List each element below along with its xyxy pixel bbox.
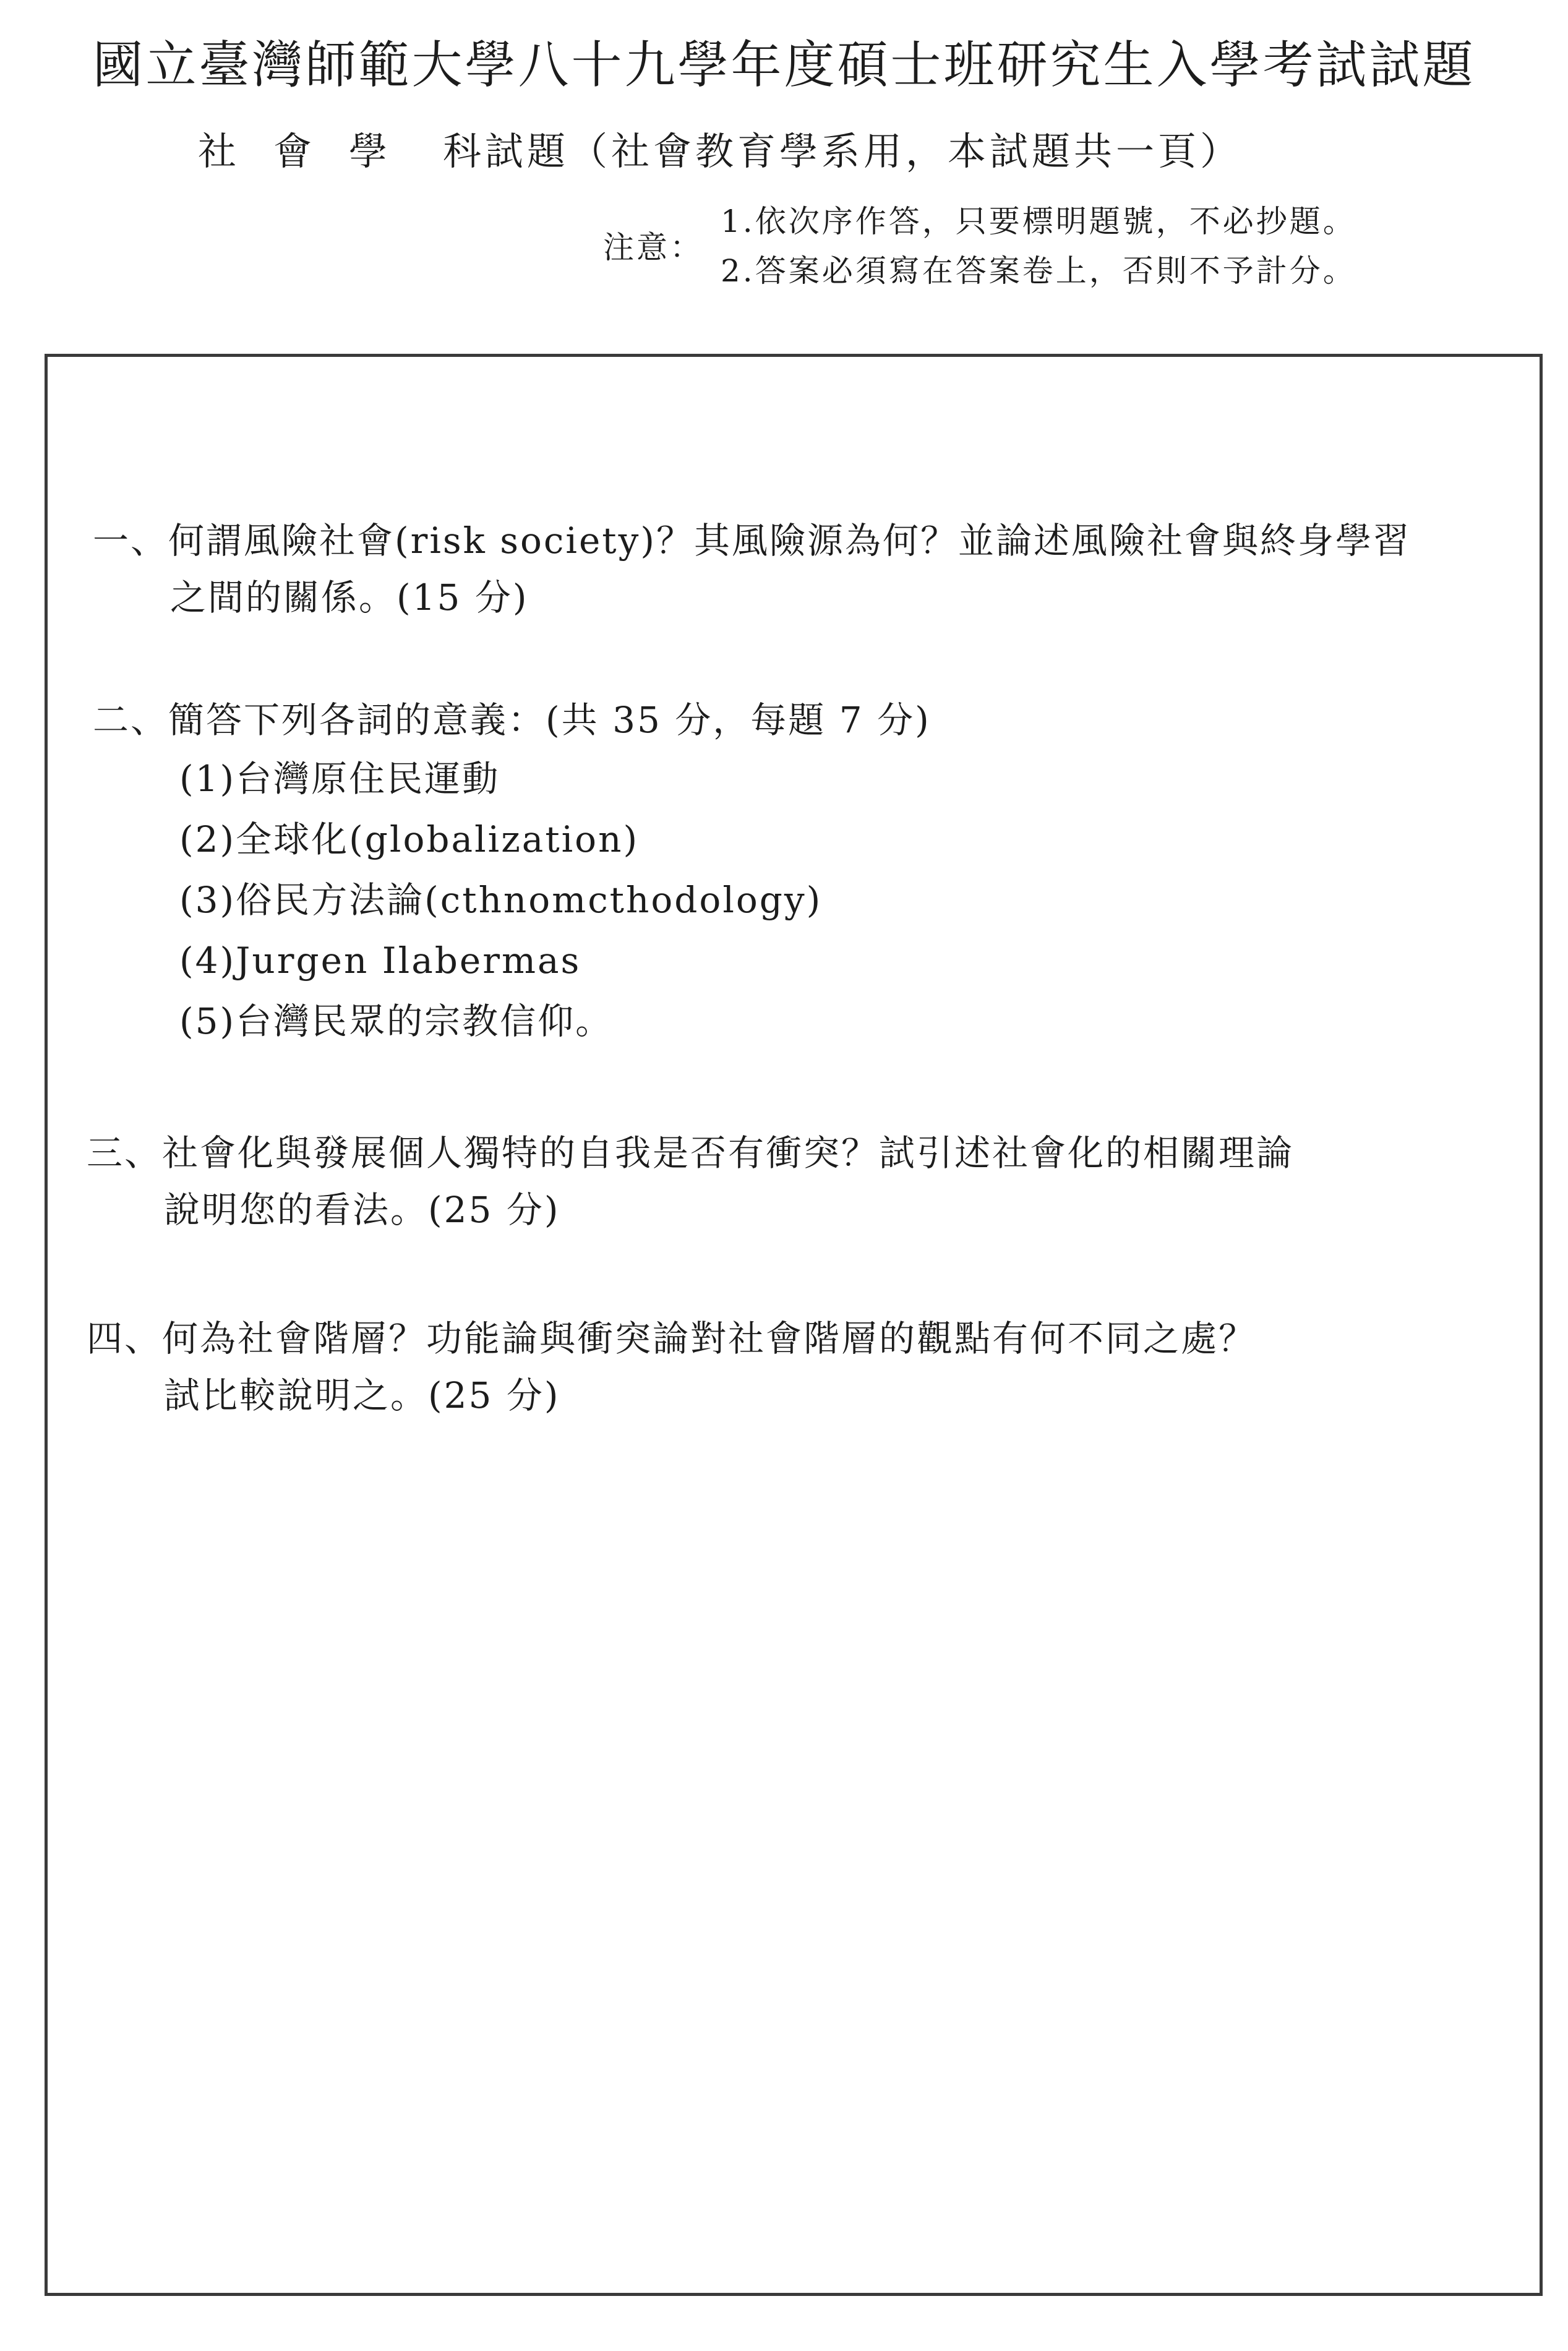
subject-name: 社會學	[198, 129, 425, 174]
question-2-item: (3)俗民方法論(cthnomcthodology)	[179, 879, 823, 921]
question-1	[93, 512, 1411, 626]
exam-title: 國立臺灣師範大學八十九學年度碩士班研究生入學考試試題	[92, 36, 1476, 95]
notice-item: 2.答案必須寫在答案卷上，否則不予計分。	[721, 253, 1356, 289]
question-3-line-1: 三、社會化與發展個人獨特的自我是否有衝突？試引述社會化的相關理論	[87, 1132, 1295, 1174]
question-4	[87, 1310, 1256, 1424]
question-4-line-1: 四、何為社會階層？功能論與衝突論對社會階層的觀點有何不同之處？	[87, 1317, 1257, 1360]
subtitle-rest: 科試題（社會教育學系用，本試題共一頁）	[443, 129, 1243, 174]
question-1-line-1: 一、何謂風險社會(risk society)？其風險源為何？並論述風險社會與終身學習	[93, 520, 1411, 562]
question-2-item: (2)全球化(globalization)	[179, 818, 640, 860]
question-3-line-2: 說明您的看法。(25 分)	[164, 1189, 560, 1231]
question-3	[87, 1124, 1294, 1238]
notice-item: 1.依次序作答，只要標明題號，不必抄題。	[721, 203, 1356, 239]
notice-label: 注意：	[603, 229, 703, 265]
question-2	[93, 692, 931, 1051]
notice-items	[721, 197, 1356, 296]
question-1-line-2: 之間的關係。(15 分)	[170, 576, 529, 619]
exam-subtitle	[198, 121, 1242, 176]
question-2-line-1: 二、簡答下列各詞的意義：(共 35 分，每題 7 分)	[93, 699, 931, 741]
question-2-item: (1)台灣原住民運動	[179, 758, 500, 800]
question-2-item: (5)台灣民眾的宗教信仰。	[179, 1000, 614, 1042]
question-4-line-2: 試比較說明之。(25 分)	[164, 1374, 560, 1416]
question-2-item: (4)Jurgen Ilabermas	[179, 940, 581, 982]
